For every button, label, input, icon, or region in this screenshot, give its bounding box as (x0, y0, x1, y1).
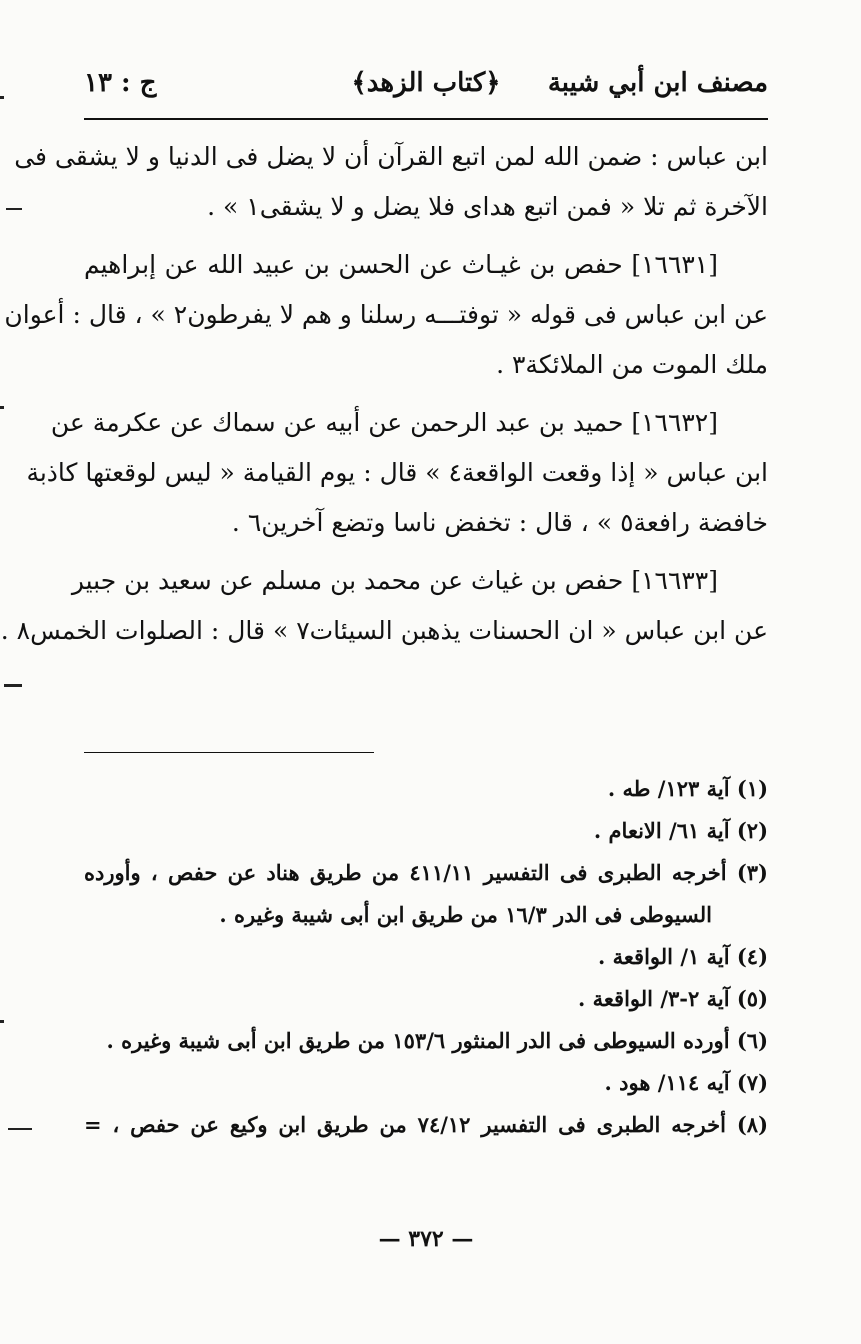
book-page (0, 40, 768, 1320)
page-number: — ٣٧٢ — (378, 1226, 474, 1252)
margin-mark (0, 1020, 4, 1023)
footnote: (٢) آية ٦١/ الانعام . (593, 818, 768, 843)
footnote: (١) آية ١٢٣/ طه . (607, 776, 768, 801)
paragraph (26, 398, 768, 548)
footnote: (٨) أخرجه الطبرى فى التفسير ٧٤/١٢ من طريق ابن وكيع عن حفص ، = (84, 1112, 768, 1137)
text-line: عن ابن عباس فى قوله « توفتـــه رسلنا و هم لا يفرطون٢ » ، قال : أعوان (4, 300, 768, 329)
text-line: ملك الموت من الملائكة٣ . (496, 350, 768, 379)
header-rule (84, 118, 768, 120)
margin-mark (0, 96, 4, 99)
text-line: عن ابن عباس « ان الحسنات يذهبن السيئات٧ » قال : الصلوات الخمس٨ . (0, 616, 768, 645)
text-line: [١٦٦٣٢] حميد بن عبد الرحمن عن أبيه عن سماك عن عكرمة عن (50, 408, 718, 437)
paragraph (4, 240, 768, 390)
margin-mark (4, 684, 22, 687)
text-line: ابن عباس : ضمن الله لمن اتبع القرآن أن لا يضل فى الدنيا و لا يشقى فى (14, 142, 768, 171)
footnote: (٧) آيه ١١٤/ هود . (604, 1070, 768, 1095)
running-header (84, 60, 768, 106)
main-text (0, 132, 768, 656)
footnote: (٥) آية ٢-٣/ الواقعة . (578, 986, 768, 1011)
text-line: [١٦٦٣١] حفص بن غيـاث عن الحسن بن عبيد الله عن إبراهيم (84, 250, 718, 279)
header-chapter-title: ﴿كتاب الزهد﴾ (351, 68, 501, 98)
margin-mark (8, 1128, 32, 1130)
paragraph (14, 132, 768, 232)
text-line: [١٦٦٣٣] حفص بن غياث عن محمد بن مسلم عن سعيد بن جبير (71, 566, 718, 595)
margin-mark (6, 208, 22, 210)
footnote: (٣) أخرجه الطبرى فى التفسير ٤١١/١١ من طريق هناد عن حفص ، وأورده (84, 860, 768, 885)
text-line: الآخرة ثم تلا « فمن اتبع هداى فلا يضل و لا يشقى١ » . (207, 192, 768, 221)
footnotes (84, 768, 768, 1146)
text-line: ابن عباس « إذا وقعت الواقعة٤ » قال : يوم القيامة « ليس لوقعتها كاذبة (26, 458, 768, 487)
paragraph (0, 556, 768, 656)
footnote-rule (84, 752, 374, 753)
text-line: خافضة رافعة٥ » ، قال : تخفض ناسا وتضع آخرين٦ . (231, 508, 768, 537)
footnote-continuation: السيوطى فى الدر ١٦/٣ من طريق ابن أبى شيبة وغيره . (219, 902, 712, 927)
margin-mark (0, 406, 4, 409)
footnote: (٦) أورده السيوطى فى الدر المنثور ١٥٣/٦ من طريق ابن أبى شيبة وغيره . (106, 1028, 768, 1053)
footnote: (٤) آية ١/ الواقعة . (598, 944, 768, 969)
header-volume: ج : ١٣ (84, 68, 157, 98)
header-book-title: مصنف ابن أبي شيبة (547, 68, 768, 98)
